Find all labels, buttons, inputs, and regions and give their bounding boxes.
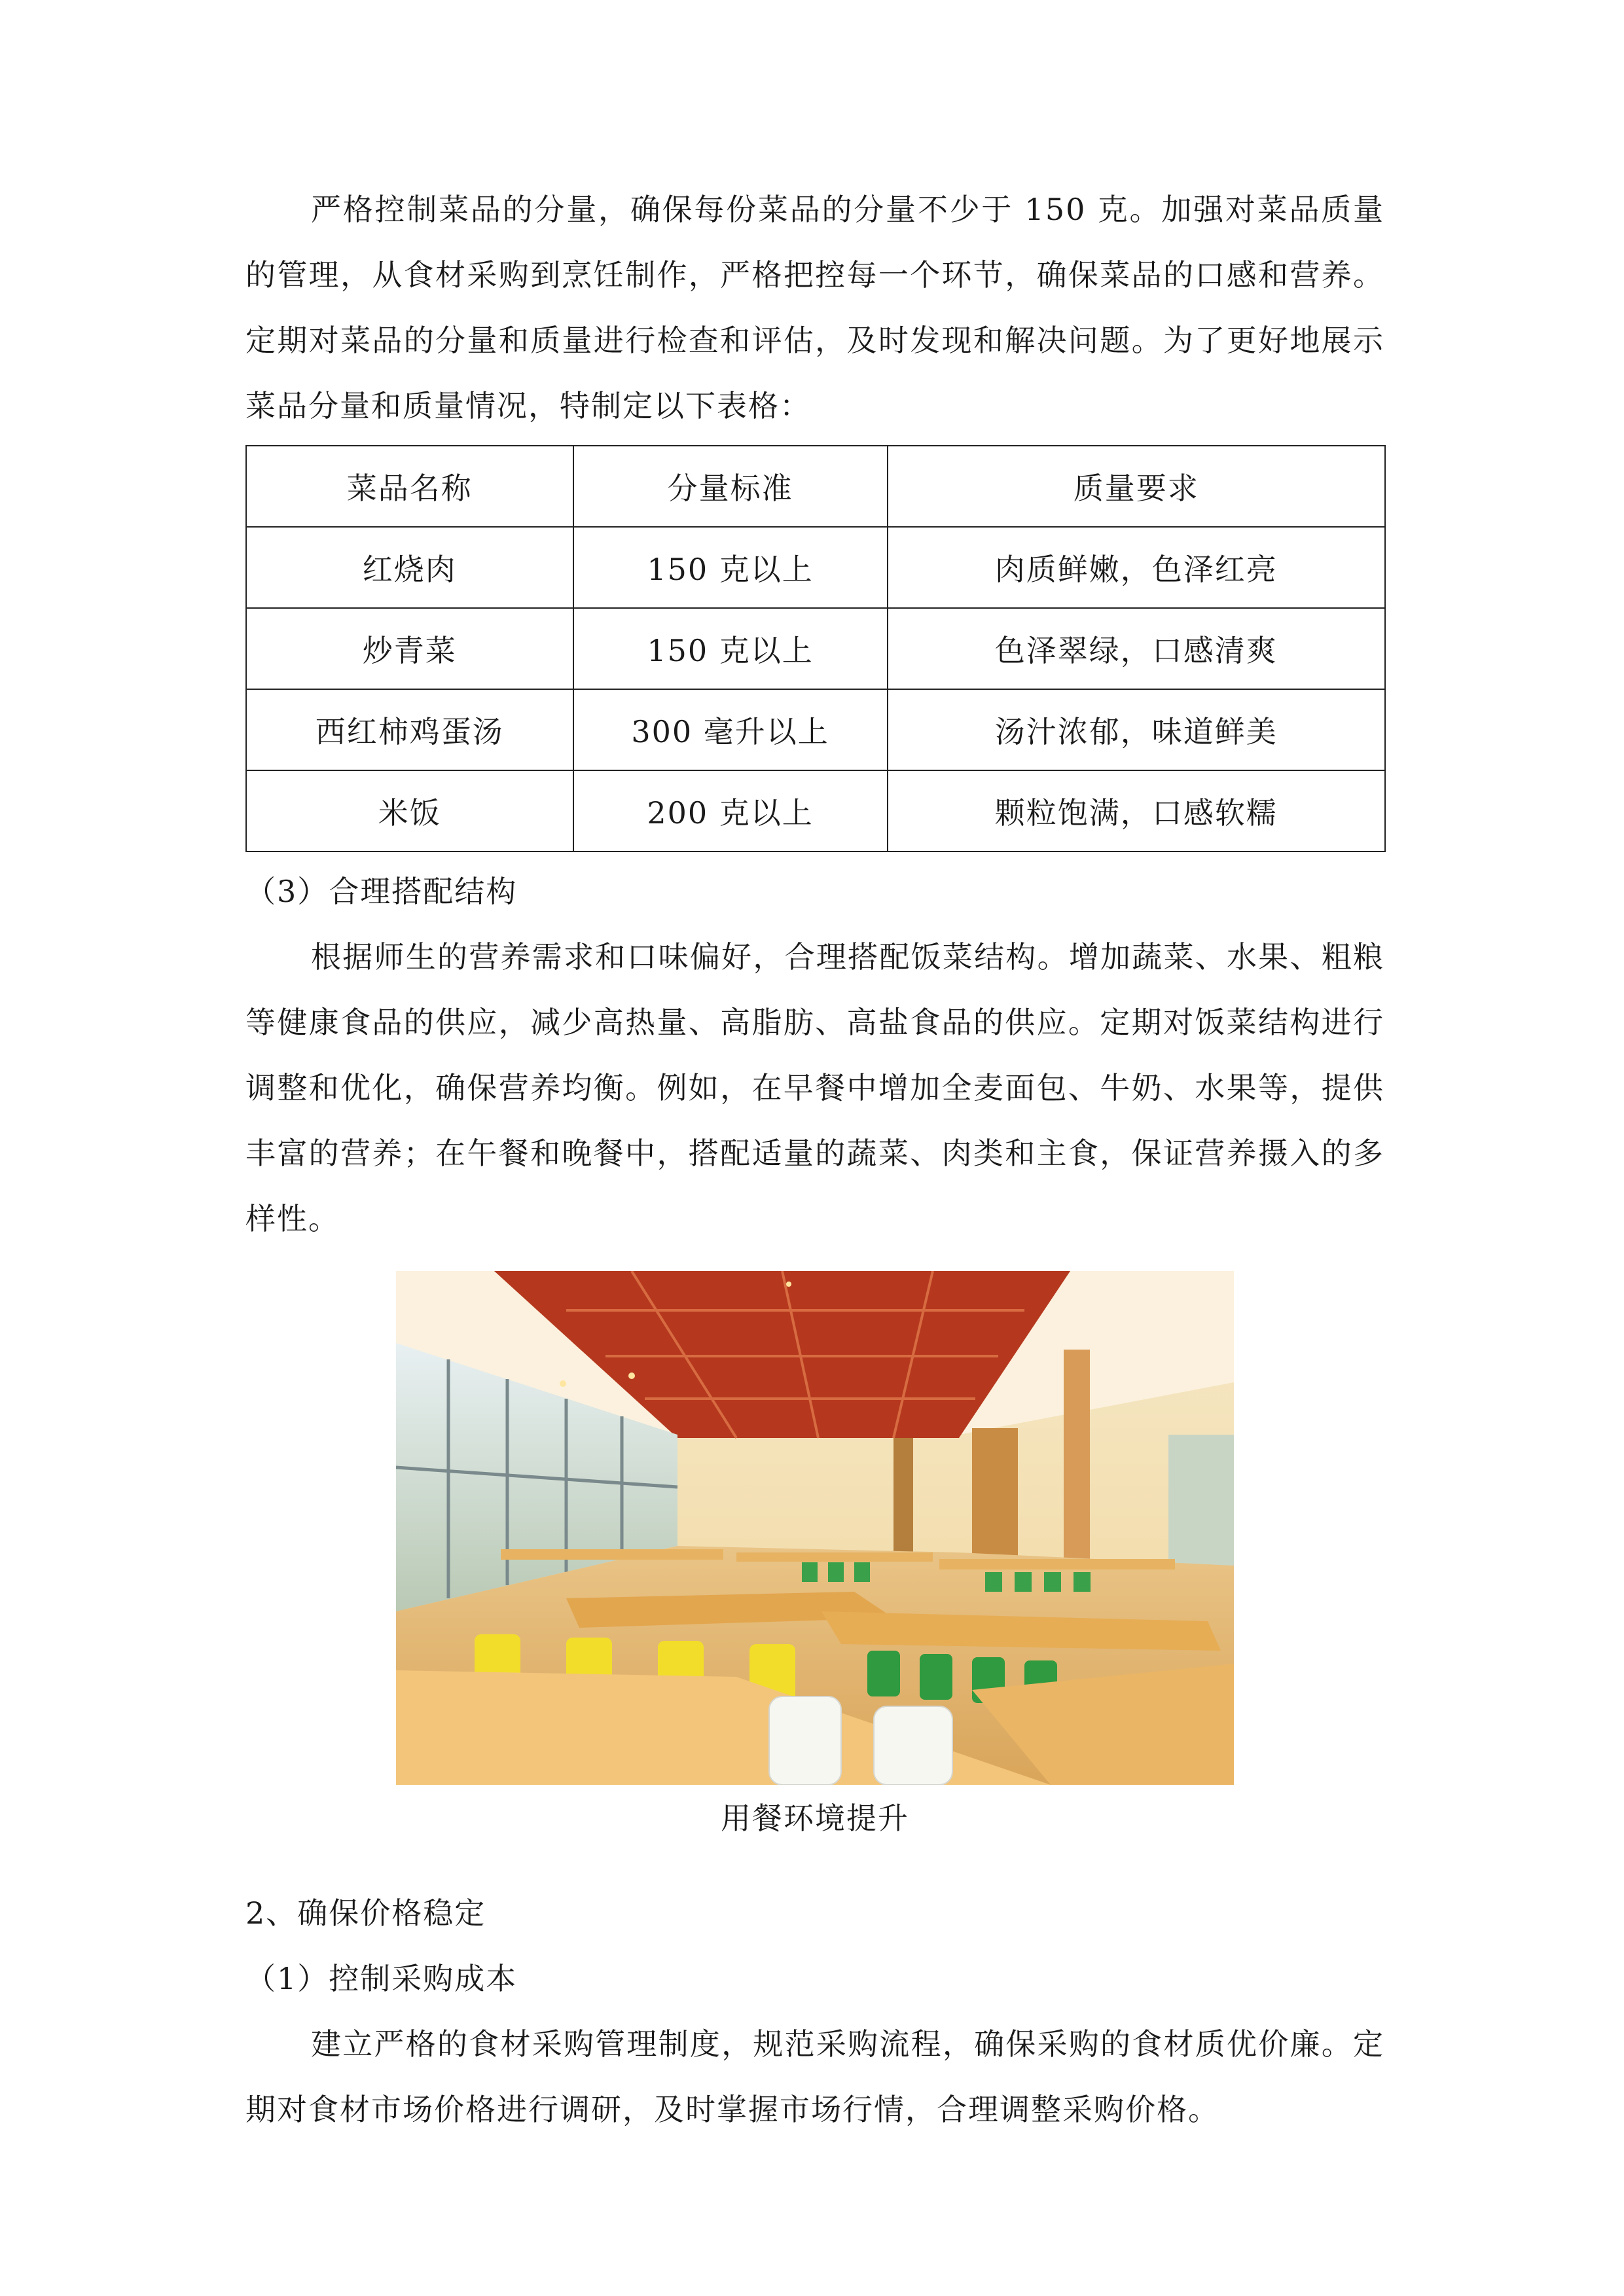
photo-caption: 用餐环境提升 [721,1801,909,1836]
table-row [246,527,1385,608]
subsection1-heading: （1）控制采购成本 [245,1961,518,1996]
table-cell: 150 克以上 [573,608,888,689]
table-cell: 150 克以上 [573,527,888,608]
intro-paragraph: 严格控制菜品的分量，确保每份菜品的分量不少于 150 克。加强对菜品质量的管理，从食材采购到烹饪制作，严格把控每一个环节，确保菜品的口感和营养。定期对菜品的分量和质量进行检查和评估，及时发现和解决问题。为了更好地展示菜品分量和质量情况，特制定以下表格： [245,192,1384,423]
portion-quality-table [245,445,1386,852]
photo-container [245,1271,1384,1785]
table-header-row [246,446,1385,527]
table-row [246,770,1385,852]
section2-heading: 2、确保价格稳定 [245,1895,486,1931]
subsection1-paragraph: 建立严格的食材采购管理制度，规范采购流程，确保采购的食材质优价廉。定期对食材市场价格进行调研，及时掌握市场行情，合理调整采购价格。 [245,2026,1384,2127]
table-header-cell: 分量标准 [573,446,888,527]
table-header-cell: 质量要求 [888,446,1385,527]
table-cell: 西红柿鸡蛋汤 [246,689,573,770]
section3-heading: （3）合理搭配结构 [245,874,518,909]
document-page [245,177,1384,2142]
table-header-cell: 菜品名称 [246,446,573,527]
table-cell: 肉质鲜嫩，色泽红亮 [888,527,1385,608]
table-cell: 颗粒饱满，口感软糯 [888,770,1385,852]
cafeteria-photo [396,1271,1234,1785]
table-cell: 300 毫升以上 [573,689,888,770]
table-cell: 200 克以上 [573,770,888,852]
table-cell: 米饭 [246,770,573,852]
table-cell: 红烧肉 [246,527,573,608]
table-cell: 炒青菜 [246,608,573,689]
table-cell: 汤汁浓郁，味道鲜美 [888,689,1385,770]
table-cell: 色泽翠绿，口感清爽 [888,608,1385,689]
section3-paragraph: 根据师生的营养需求和口味偏好，合理搭配饭菜结构。增加蔬菜、水果、粗粮等健康食品的供应，减少高热量、高脂肪、高盐食品的供应。定期对饭菜结构进行调整和优化，确保营养均衡。例如，在早餐中增加全麦面包、牛奶、水果等，提供丰富的营养；在午餐和晚餐中，搭配适量的蔬菜、肉类和主食，保证营养摄入的多样性。 [245,939,1384,1236]
table-row [246,608,1385,689]
table-row [246,689,1385,770]
